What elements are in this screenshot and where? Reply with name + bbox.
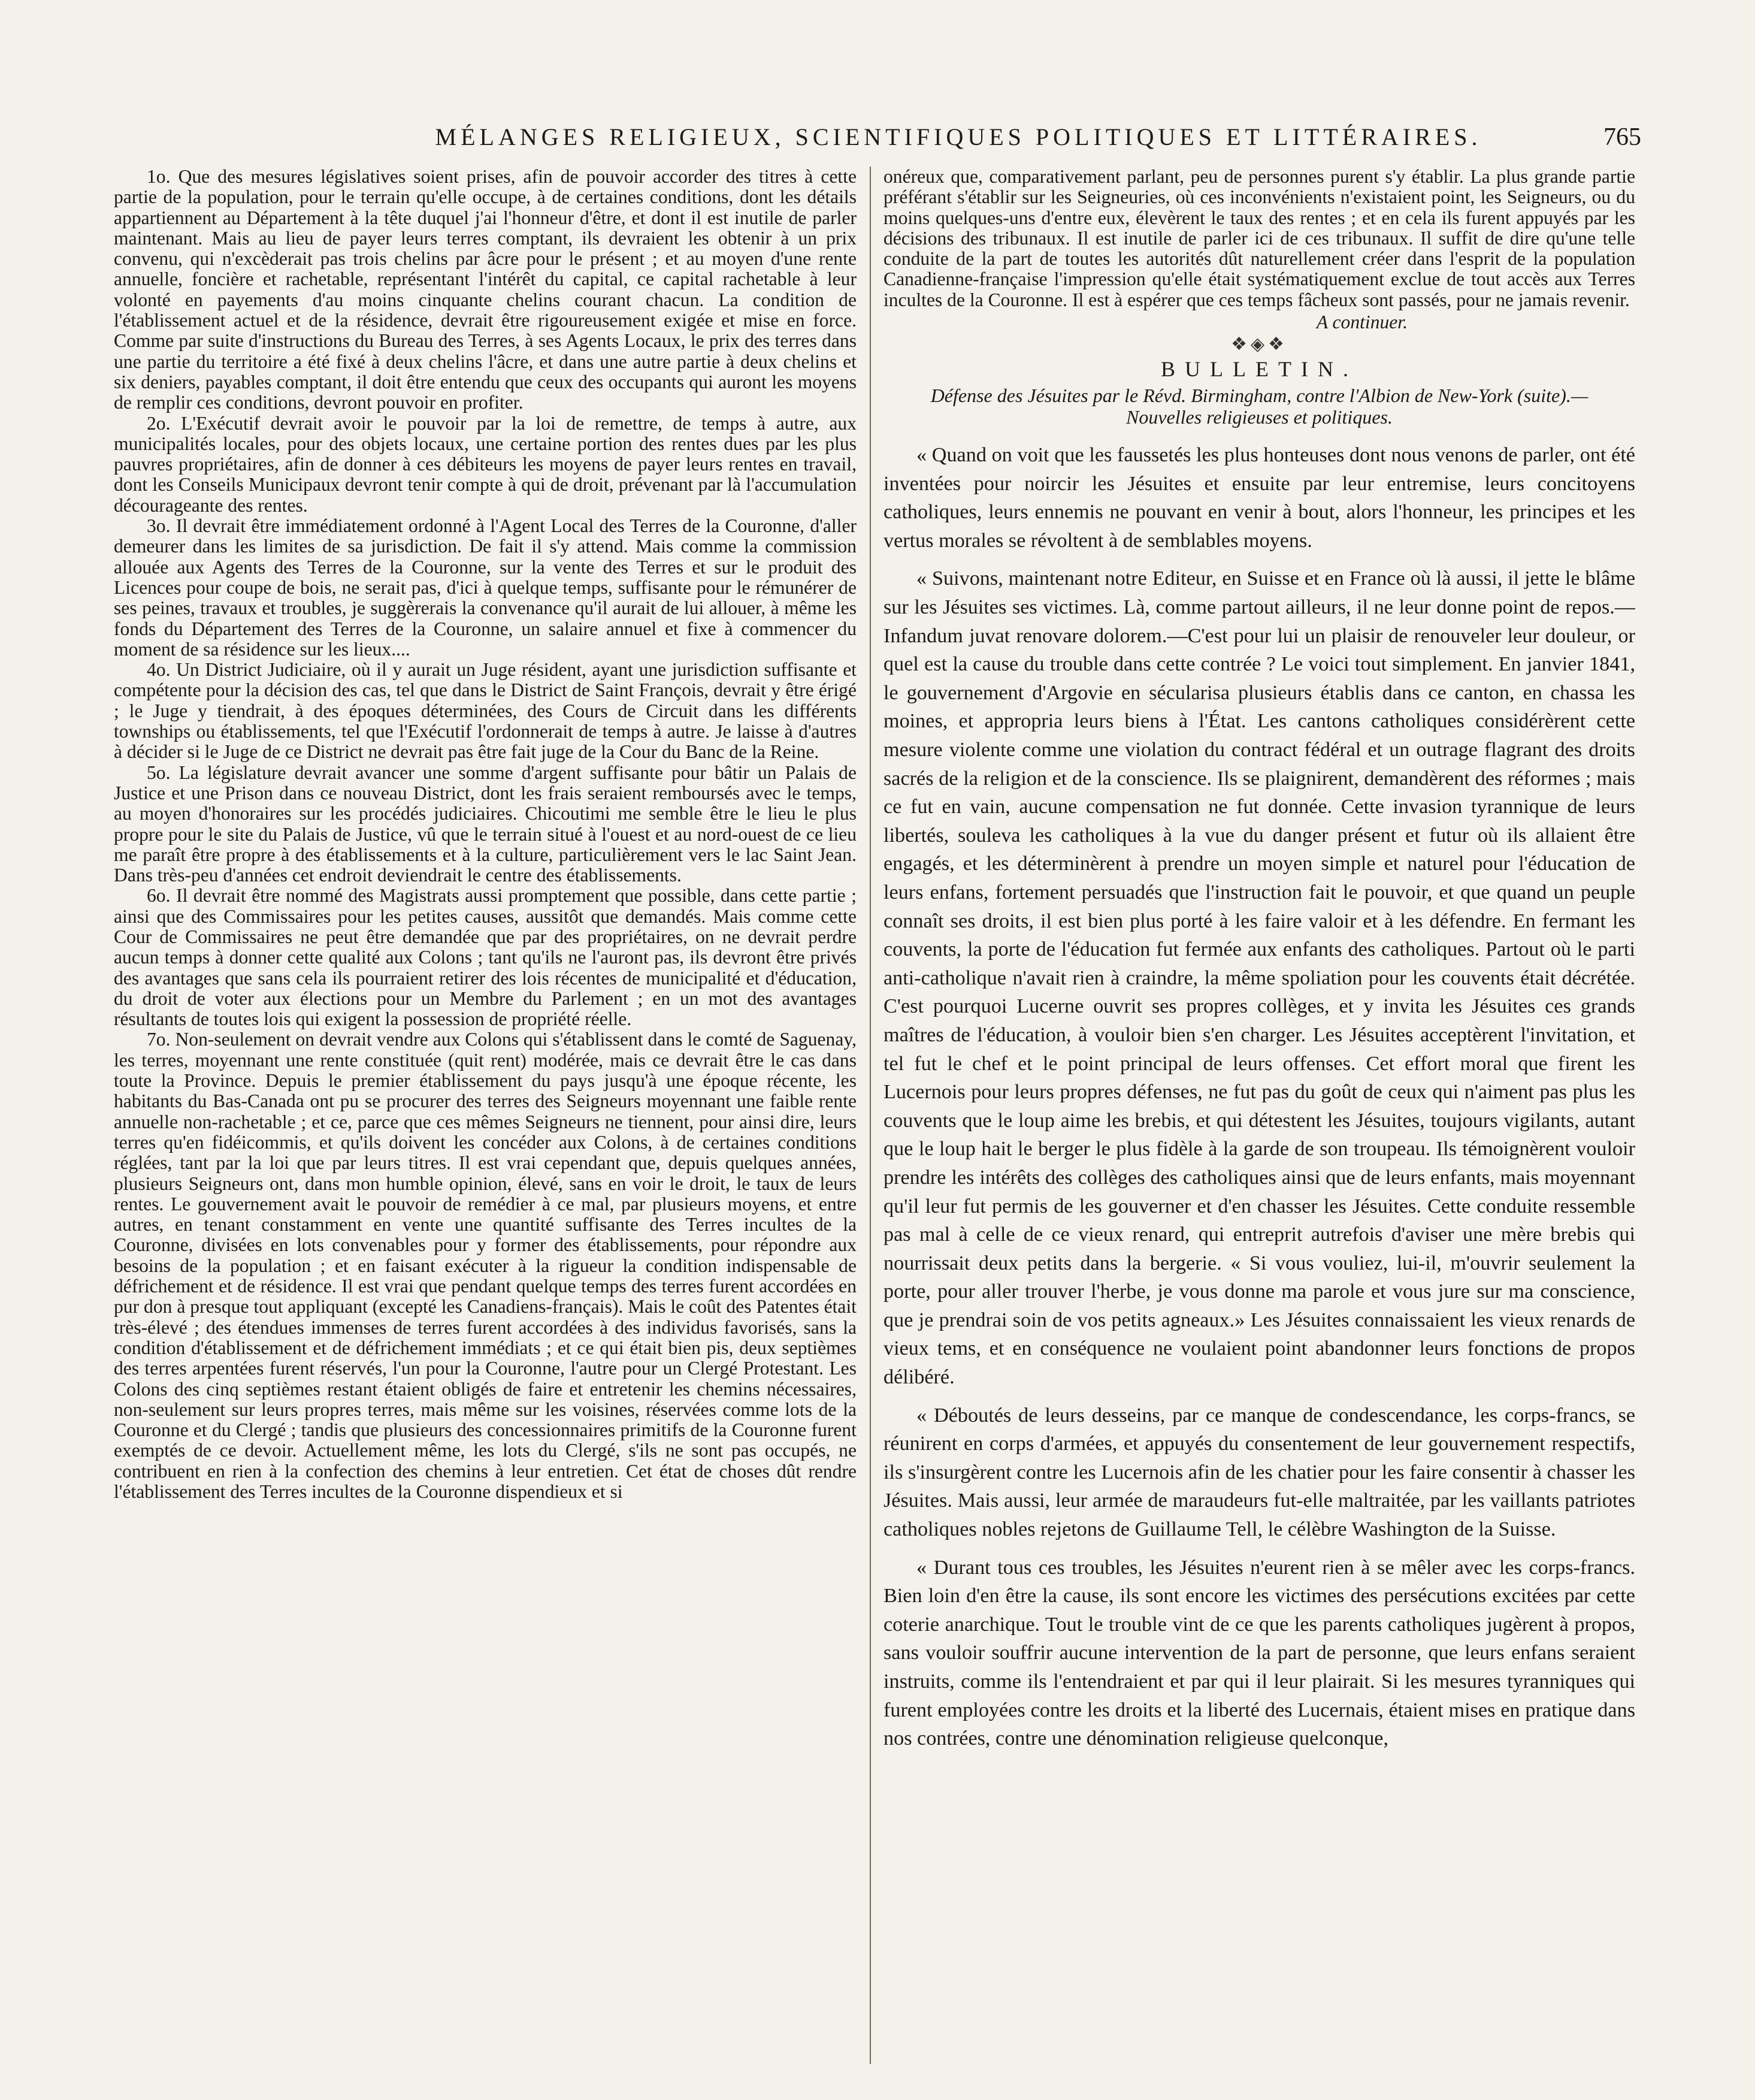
article-continuation: onéreux que, comparativement parlant, peu de personnes purent s'y établir. La plus grande partie préférant s'établir sur les Seigneuries, où ces inconvénients n'existaient point, les Seigneurs, ou du moins quelques-uns d'entre eux, élevèrent le taux des rentes ; et en cela ils furent appuyés par les décisions des tribunaux. Il est inutile de parler ici de ces tribunaux. Il suffit de dire qu'une telle conduite de la part de toutes les autorités dût naturellement créer dans l'esprit de la population Canadienne-française l'impression qu'elle était systématiquement exclue de tout accès aux Terres incultes de la Couronne. Il est à espérer que ces temps fâcheux sont passés, pour ne jamais revenir. [883,167,1635,310]
article-paragraph-2: 2o. L'Exécutif devrait avoir le pouvoir par la loi de remettre, de temps à autre, aux municipalités locales, pour des objets locaux, une certaine portion des rentes dues par les plus pauvres propriétaires, afin de donner à ces débiteurs les moyens de payer leurs rentes en travail, dont les Conseils Municipaux devront tenir compte à qui de droit, prévenant par là l'accumulation décourageante des rentes. [114,412,857,516]
article-paragraph-6: 6o. Il devrait être nommé des Magistrats aussi promptement que possible, dans cette partie ; ainsi que des Commissaires pour les petites causes, aussitôt que demandés. Mais comme cette Cour de Commissaires ne peut être demandée que par des propriétaires, on ne devrait perdre aucun temps à donner cette qualité aux Colons ; tant qu'ils ne l'auront pas, ils devront être privés des avantages que sans cela ils pourraient retirer des lois récentes de municipalité et d'éducation, du droit de voter aux élections pour un Membre du Parlement ; en un mot des avantages résultants de toutes lois qui exigent la possession de propriété réelle. [114,885,857,1030]
article-paragraph-3: 3o. Il devrait être immédiatement ordonné à l'Agent Local des Terres de la Couronne, d'aller demeurer dans les limites de sa jurisdiction. De fait il s'y attend. Mais comme la commission allouée aux Agents des Terres de la Couronne, sur la vente des Terres et sur le produit des Licences pour coupe de bois, ne serait pas, d'ici à quelque temps, suffisante pour le rémunérer de ses peines, travaux et troubles, je suggèrerais la convenance qu'il aurait de lui allouer, à même les fonds du Département des Terres de la Couronne, un salaire annuel et fixe à commencer du moment de sa résidence sur les lieux.... [114,515,857,660]
to-continue-note: A continuer. [1316,312,1408,333]
bulletin-paragraph-2: « Suivons, maintenant notre Editeur, en Suisse et en France où là aussi, il jette le blâme sur les Jésuites ses victimes. Là, comme partout ailleurs, il ne leur donne point de repos.—Infandum juvat renovare dolorem.—C'est pour lui un plaisir de renouveler leur douleur, or quel est la cause du trouble dans cette contrée ? Le voici tout simplement. En janvier 1841, le gouvernement d'Argovie en sécularisa plusieurs établis dans ce canton, en chassa les moines, et appropria leurs biens à l'État. Les cantons catholiques considérèrent cette mesure violente comme une violation du contract fédéral et un outrage flagrant des droits sacrés de la religion et de la conscience. Ils se plaignirent, demandèrent des réformes ; mais ce fut en vain, aucune compensation ne fut donnée. Cette invasion tyrannique de leurs libertés, souleva les catholiques à la vue du danger présent et futur où ils allaient être engagés, et les déterminèrent à prendre un moyen simple et naturel pour l'éducation de leurs enfans, fortement persuadés que l'instruction fait le pouvoir, et que quand un peuple connaît ses droits, il est bien plus porté à les faire valoir et à les défendre. En fermant les couvents, la porte de l'éducation fut fermée aux enfants des catholiques. Partout où le parti anti-catholique n'avait rien à craindre, la même spoliation pour les couvents était décrétée. C'est pourquoi Lucerne ouvrit ses propres collèges, et y invita les Jésuites ces grands maîtres de l'éducation, à vouloir bien s'en charger. Les Jésuites acceptèrent l'invitation, et tel fut le chef et le point principal de leurs offenses. Cet effort moral que firent les Lucernois pour leurs propres défenses, ne fut pas du goût de ceux qui n'aiment pas plus les couvents que le loup aime les brebis, et qui détestent les Jésuites, toujours vigilants, autant que le loup hait le berger le plus fidèle à la garde de son troupeau. Ils témoignèrent vouloir prendre les intérêts des collèges des catholiques ainsi que de leurs enfants, mais moyennant qu'il leur fut permis de les gouverner et d'en chasser les Jésuites. Cette conduite ressemble pas mal à celle de ce vieux renard, qui entreprit autrefois d'aviser une mère brebis qui nourrissait deux petits dans la bergerie. « Si vous vouliez, lui-il, m'ouvrir seulement la porte, pour aller trouver l'herbe, je vous donne ma parole et vous jure sur ma conscience, que je prendrai soin de vos petits agneaux.» Les Jésuites connaissaient les vieux renards de vieux tems, et en conséquence ne voulaient point abandonner leurs fonctions de propos délibéré. [883,567,1635,1389]
running-head: MÉLANGES RELIGIEUX, SCIENTIFIQUES POLITIQUES ET LITTÉRAIRES. [435,123,1482,150]
bulletin-heading: BULLETIN. [1161,357,1358,382]
page-number: 765 [1603,123,1641,151]
bulletin-paragraph-3: « Déboutés de leurs desseins, par ce manque de condescendance, les corps-francs, se réunirent en corps d'armées, et appuyés du consentement de leur gouvernement respectifs, ils s'insurgèrent contre les Lucernois afin de les chatier pour les faire consentir à chasser les Jésuites. Mais aussi, leur armée de maraudeurs fut-elle maltraitée, par les vaillants patriotes catholiques nobles rejetons de Guillaume Tell, le célèbre Washington de la Suisse. [883,1404,1635,1541]
left-column [114,167,857,2064]
bulletin-subheading: Défense des Jésuites par le Révd. Birmingham, contre l'Albion de New-York (suite).—Nouvelles religieuses et politiques. [930,385,1588,428]
bulletin-paragraph-1: « Quand on voit que les faussetés les plus honteuses dont nous venons de parler, ont été inventées pour noircir les Jésuites et ensuite par leur entremise, leurs concitoyens catholiques, leurs ennemis ne pouvant en venir à bout, alors l'honneur, les principes et les vertus morales se révoltent à de semblables moyens. [883,444,1635,552]
column-rule [870,167,871,2064]
right-column [883,167,1635,2064]
article-paragraph-4: 4o. Un District Judiciaire, où il y aurait un Juge résident, ayant une jurisdiction suffisante et compétente pour la décision des cas, tel que dans le District de Saint François, devrait y être érigé ; le Juge y tiendrait, à des époques déterminées, des Cours de Circuit dans les différents townships ou établissements, tel que l'Exécutif l'ordonnerait de temps à autre. Je laisse à d'autres à décider si le Juge de ce District ne devrait pas être fait juge de la Cour du Banc de la Reine. [114,659,857,763]
article-paragraph-5: 5o. La législature devrait avancer une somme d'argent suffisante pour bâtir un Palais de Justice et une Prison dans ce nouveau District, dont les frais seraient remboursés avec le temps, au moyen d'honoraires sur les procédés judiciaires. Chicoutimi me semble être le lieu le plus propre pour le site du Palais de Justice, vû que le terrain situé à l'ouest et au nord-ouest de ce lieu me paraît être propre à des établissements et à la culture, particulièrement vers le lac Saint Jean. Dans très-peu d'années cet endroit deviendrait le centre des établissements. [114,762,857,886]
bulletin-paragraph-4: « Durant tous ces troubles, les Jésuites n'eurent rien à se mêler avec les corps-francs. Bien loin d'en être la cause, ils sont encore les victimes des persécutions excitées par cette coterie anarchique. Tout le trouble vint de ce que les parents catholiques jugèrent à propos, sans vouloir souffrir aucune intervention de la part de personne, que leurs enfans seraient instruits, comme ils l'entendraient et par qui il leur plairait. Si les mesures tyranniques qui furent employées contre les droits et la liberté des Lucernais, étaient mises en pratique dans nos contrées, contre une dénomination religieuse quelconque, [883,1556,1635,1750]
article-paragraph-7: 7o. Non-seulement on devrait vendre aux Colons qui s'établissent dans le comté de Saguenay, les terres, moyennant une rente constituée (quit rent) modérée, mais ce devrait être le cas dans toute la Province. Depuis le premier établissement du pays jusqu'à une époque récente, les habitants du Bas-Canada ont pu se procurer des terres des Seigneurs moyennant une faible rente annuelle non-rachetable ; et ce, parce que ces mêmes Seigneurs ne tiennent, pour ainsi dire, leurs terres qu'en fidéicommis, et qu'ils doivent les concéder aux Colons, à de certaines conditions réglées, tant par la loi que par leurs titres. Il est vrai cependant que, depuis quelques années, plusieurs Seigneurs ont, dans mon humble opinion, élevé, sans en voir le droit, le taux de leurs rentes. Le gouvernement avait le pouvoir de remédier à ce mal, par plusieurs moyens, et entre autres, en tenant constamment en vente une quantité suffisante des Terres incultes de la Couronne, divisées en lots convenables pour y former des établissements, pour répondre aux besoins de la population ; et en faisant exécuter à la rigueur la condition indispensable de défrichement et de résidence. Il est vrai que pendant quelque temps des terres furent accordées en pur don à presque tout appliquant (excepté les Canadiens-français). Mais le coût des Patentes était très-élevé ; des étendues immenses de terres furent accordées à des individus favorisés, sans la condition d'établissement et de défrichement immédiats ; et ce qui était bien pis, deux septièmes des terres arpentées furent réservés, l'un pour la Couronne, l'autre pour un Clergé Protestant. Les Colons des cinq septièmes restant étaient obligés de faire et entretenir les chemins nécessaires, non-seulement sur leurs propres terres, mais même sur les voisines, réservées comme lots de la Couronne et du Clergé ; tandis que plusieurs des concessionnaires primitifs de la Couronne furent exemptés de ce devoir. Actuellement même, les lots du Clergé, s'ils ne sont pas occupés, ne contribuent en rien à la confection des chemins à leur entretien. Cet état de choses dût rendre l'établissement des Terres incultes de la Couronne dispendieux et si [114,1029,857,1502]
ornament-divider: ❖◈❖ [1231,334,1288,355]
article-paragraph-1: 1o. Que des mesures législatives soient prises, afin de pouvoir accorder des titres à cette partie de la population, pour le terrain qu'elle occupe, à de certaines conditions, dont les détails appartiennent au Département à la tête duquel j'ai l'honneur d'être, et dont il est inutile de parler maintenant. Mais au lieu de payer leurs terres comptant, ils devraient les obtenir à un prix convenu, qui n'excèderait pas trois chelins par âcre pour le présent ; et au moyen d'une rente annuelle, foncière et rachetable, représentant l'intérêt du capital, ce capital rachetable à leur volonté en payements d'au moins cinquante chelins courant chacun. La condition de l'établissement actuel et de la résidence, devrait être rigoureusement exigée et mise en force. Comme par suite d'instructions du Bureau des Terres, à ses Agents Locaux, le prix des terres dans une partie du territoire a été fixé à deux chelins l'âcre, et dans une autre partie à deux chelins et six deniers, payables comptant, il doit être entendu que ceux des occupants qui auront les moyens de remplir ces conditions, devront pouvoir en profiter. [114,167,857,413]
